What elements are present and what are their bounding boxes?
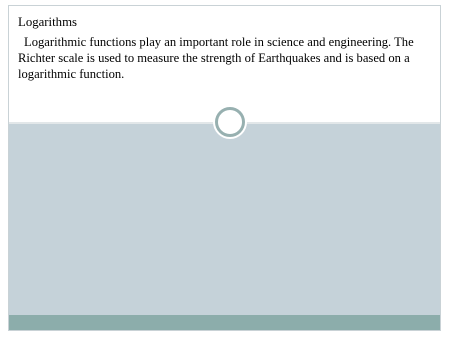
slide [8, 5, 441, 331]
circle-ornament [215, 107, 245, 137]
content-area [9, 124, 440, 315]
footer-band [9, 315, 440, 330]
slide-body-text: Logarithmic functions play an important role in science and engineering. The Richter scale is used to measure the strength of Earthquakes and is based on a logarithmic function. [18, 35, 414, 81]
slide-title: Logarithms [18, 15, 77, 29]
text-block [18, 14, 430, 82]
slide-text-area [9, 6, 440, 122]
